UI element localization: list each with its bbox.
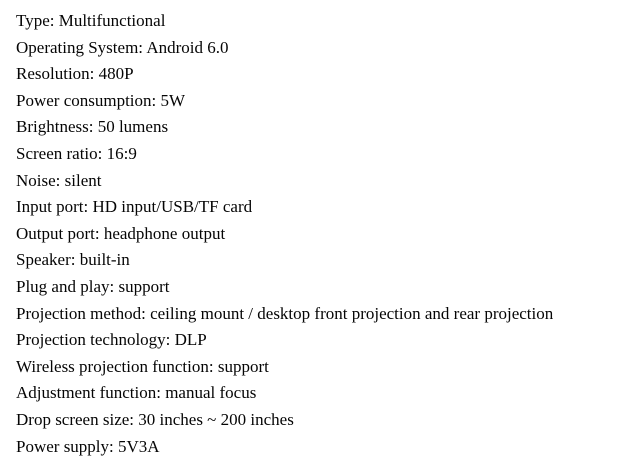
spec-line-input-port: Input port: HD input/USB/TF card [16, 197, 253, 217]
spec-line-projection-method: Projection method: ceiling mount / desktop front projection and rear projection [16, 303, 554, 323]
spec-line-speaker: Speaker: built-in [16, 250, 130, 270]
spec-line-type: Type: Multifunctional [16, 11, 166, 30]
spec-line-brightness: Brightness: 50 lumens [16, 117, 169, 137]
spec-line-drop-screen-size: Drop screen size: 30 inches ~ 200 inches [16, 409, 294, 429]
spec-line-screen-ratio: Screen ratio: 16:9 [16, 143, 137, 163]
spec-line-plug-and-play: Plug and play: support [16, 276, 170, 296]
spec-line-output-port: Output port: headphone output [16, 223, 226, 243]
spec-line-resolution: Resolution: 480P [16, 64, 134, 84]
spec-line-operating-system: Operating System: Android 6.0 [16, 37, 229, 57]
spec-line-wireless-projection: Wireless projection function: support [16, 356, 269, 376]
spec-line-power-consumption: Power consumption: 5W [16, 90, 186, 110]
spec-line-noise: Noise: silent [16, 170, 102, 190]
spec-line-adjustment-function: Adjustment function: manual focus [16, 383, 257, 403]
spec-line-projection-technology: Projection technology: DLP [16, 330, 207, 350]
spec-line-power-supply: Power supply: 5V3A [16, 436, 160, 456]
